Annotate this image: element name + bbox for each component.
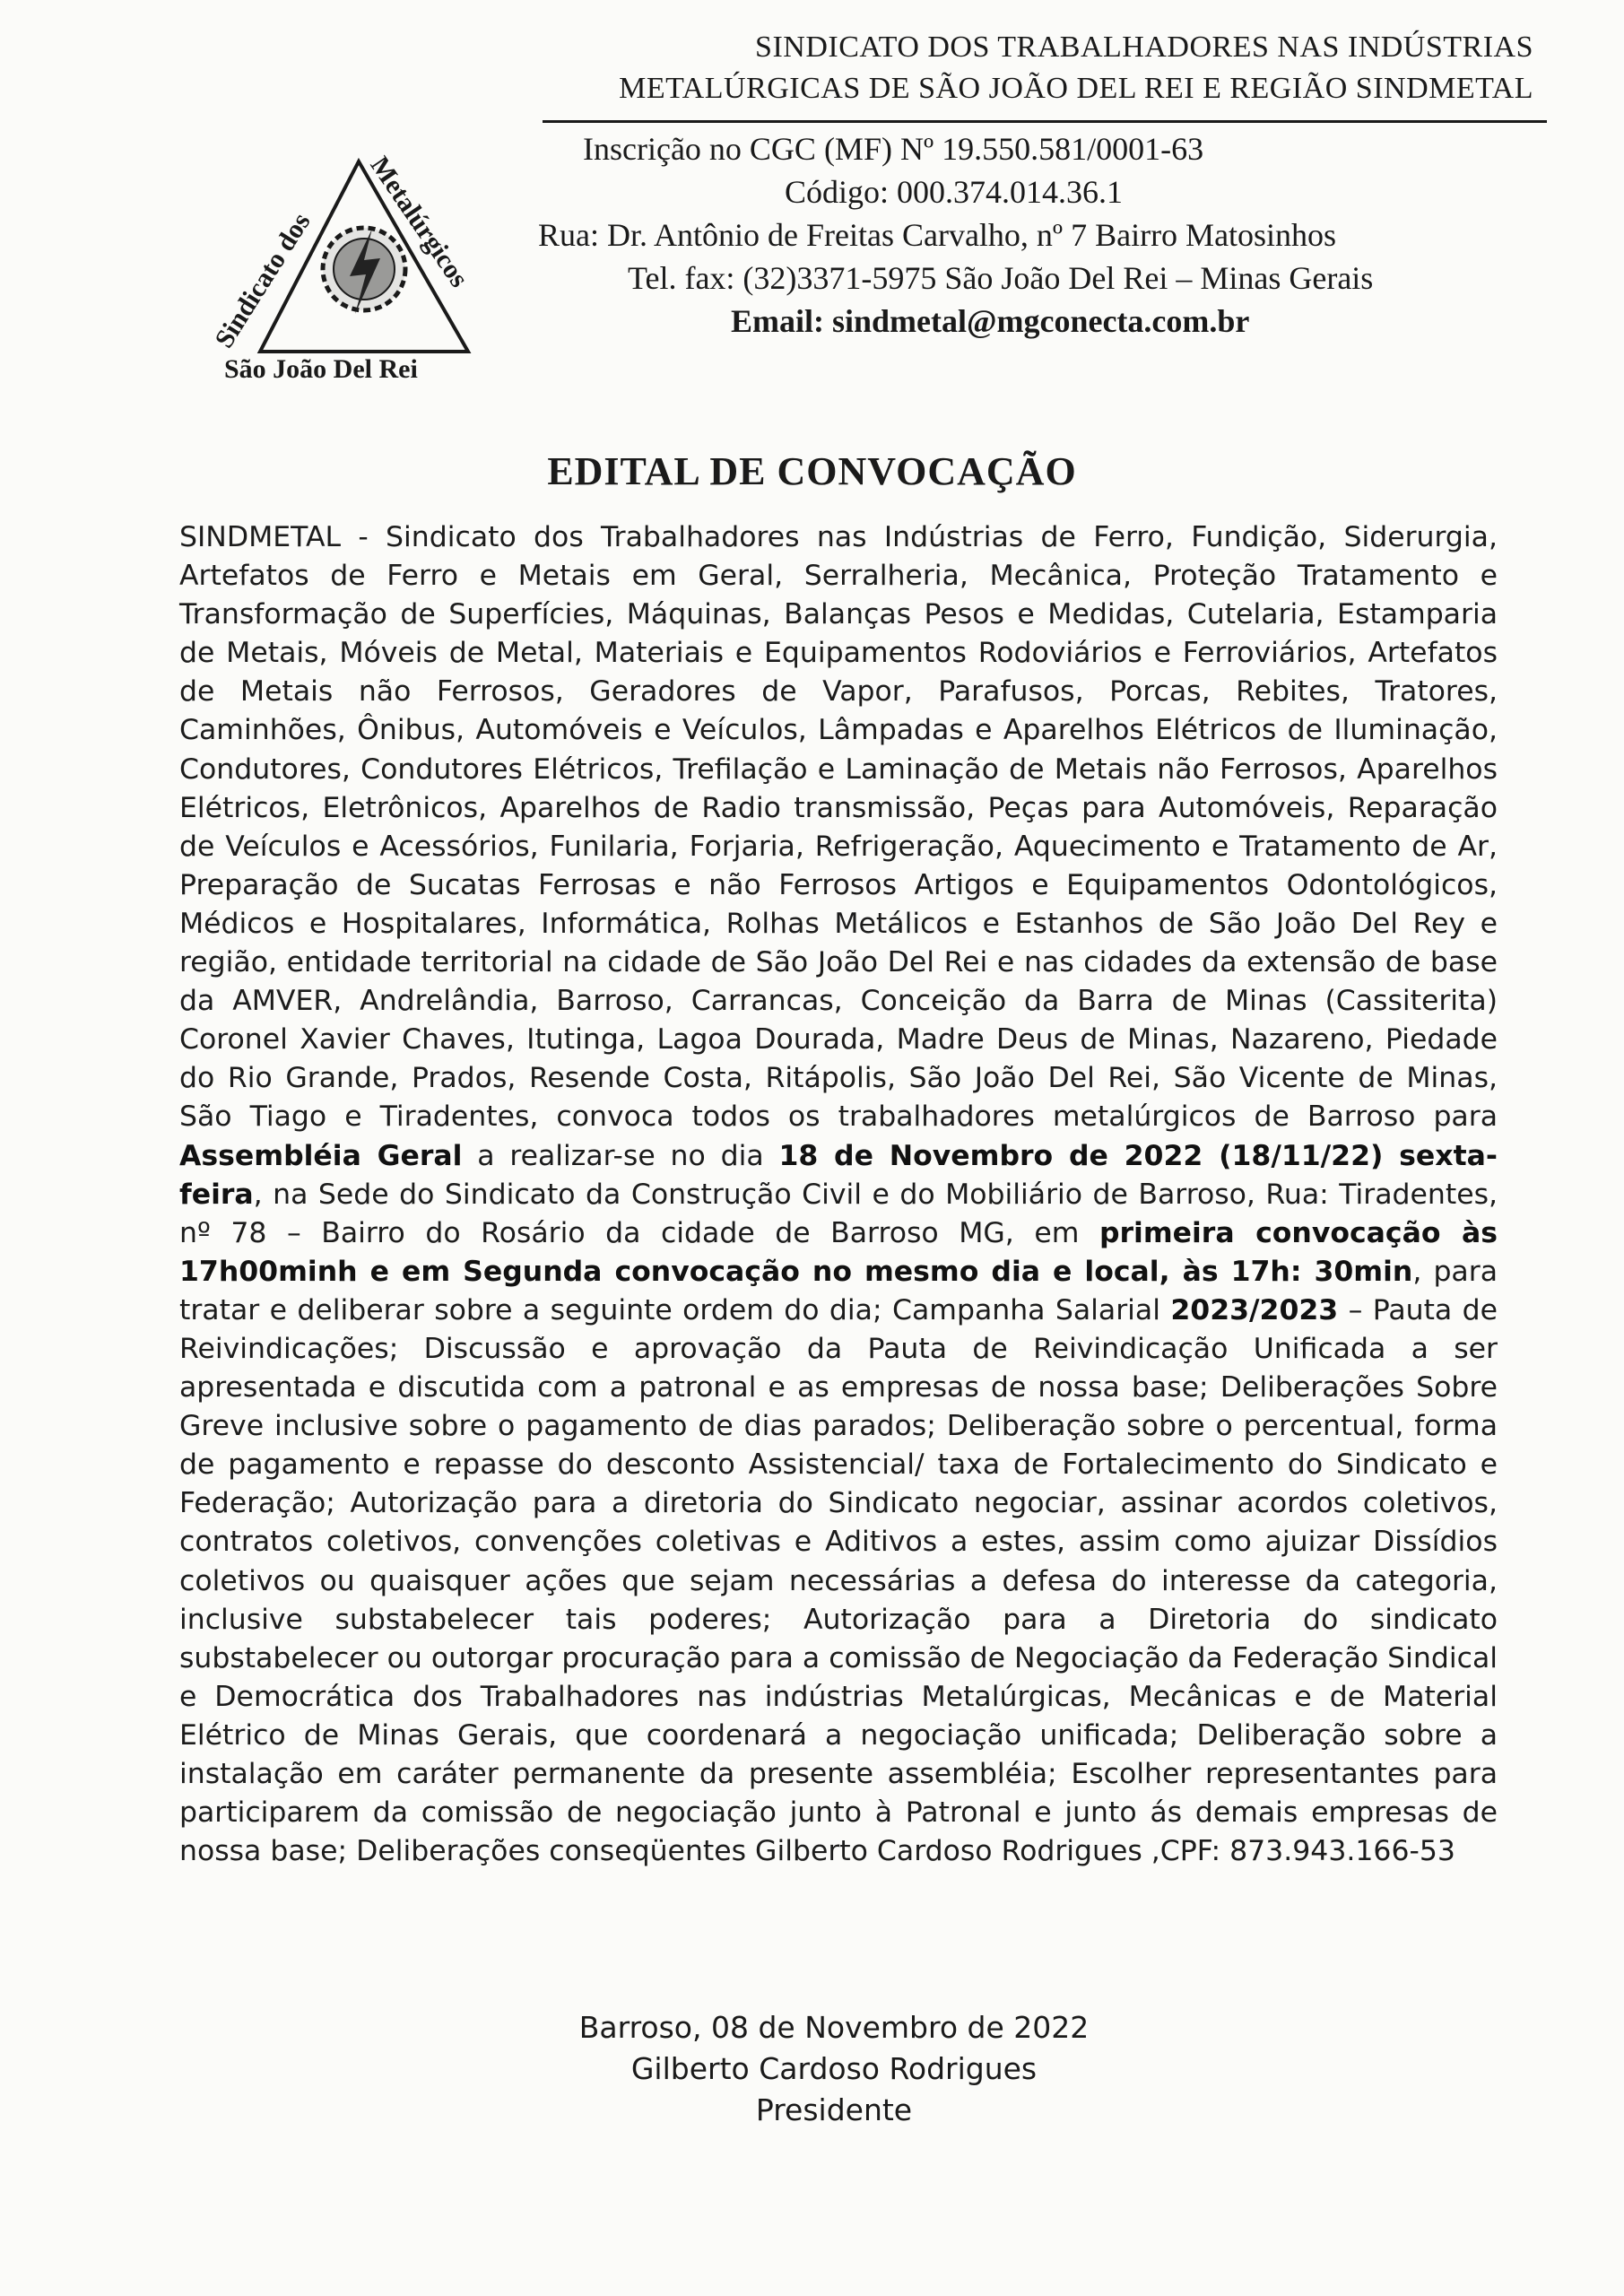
body-text-3: , na Sede do Sindicato da Construção Civil e do Mobiliário de Barroso, Rua: Tiradentes, nº 78 – Bairro do Rosário da cidade de Barroso MG, em [179, 1178, 1498, 1249]
body-bold-3: primeira convocação às 17h00minh e em Segunda convocação no mesmo dia e local, às 17h: 30min [179, 1216, 1498, 1288]
body-bold-4: 2023/2023 [1170, 1293, 1339, 1326]
notice-body [179, 518, 1498, 1871]
contact-block [502, 127, 1515, 343]
logo-right-text: Metalúrgicos [364, 151, 474, 293]
union-code: Código: 000.374.014.36.1 [785, 174, 1124, 210]
signature-block [0, 2007, 1624, 2131]
body-text-2: a realizar-se no dia [462, 1139, 779, 1172]
logo-city: São João Del Rei [224, 354, 418, 384]
body-text-4: , para tratar e deliberar sobre a seguinte ordem do dia; Campanha Salarial [179, 1255, 1498, 1326]
body-text-5: – Pauta de Reivindicações; Discussão e aprovação da Pauta de Reivindicação Unificada a ser apresentada e discutida com a patronal e as empresas de nossa base; Deliberações Sobre Greve inclusive sobre o pagamento de dias parados; Deliberação sobre o percentual, forma de pagamento e repasse do desconto Assistencial/ taxa de Fortalecimento do Sindicato e Federação; Autorização para a diretoria do Sindicato negociar, assinar acordos coletivos, contratos coletivos, convenções coletivas e Aditivos a estes, assim como ajuizar Dissídios coletivos ou quaisquer ações que sejam necessárias a defesa do interesse da categoria, inclusive substabelecer tais poderes; Autorização para a Diretoria do sindicato substabelecer ou outorgar procuração para a comissão de Negociação da Federação Sindical e Democrática dos Trabalhadores nas indústrias Metalúrgicas, Mecânicas e de Material Elétrico de Minas Gerais, que coordenará a negociação unificada; Deliberação sobre a instalação em caráter permanente da presente assembléia; Escolher representantes para participarem da comissão de negociação junto à Patronal e junto ás demais empresas de nossa base; Deliberações conseqüentes Gilberto Cardoso Rodrigues ,CPF: 873.943.166-53 [179, 1293, 1498, 1868]
body-bold-2: 18 de Novembro de 2022 (18/11/22) sexta-feira [179, 1139, 1498, 1211]
body-bold-1: Assembléia Geral [179, 1139, 463, 1172]
body-text-1: SINDMETAL - Sindicato dos Trabalhadores nas Indústrias de Ferro, Fundição, Siderurgia, Artefatos de Ferro e Metais em Geral, Serralheria, Mecânica, Proteção Tratamento e Transformação de Superfícies, Máquinas, Balanças Pesos e Medidas, Cutelaria, Estamparia de Metais, Móveis de Metal, Materiais e Equipamentos Rodoviários e Ferroviários, Artefatos de Metais não Ferrosos, Geradores de Vapor, Parafusos, Porcas, Rebites, Tratores, Caminhões, Ônibus, Automóveis e Veículos, Lâmpadas e Aparelhos Elétricos de Iluminação, Condutores, Condutores Elétricos, Trefilação e Laminação de Metais não Ferrosos, Aparelhos Elétricos, Eletrônicos, Aparelhos de Radio transmissão, Peças para Automóveis, Reparação de Veículos e Acessórios, Funilaria, Forjaria, Refrigeração, Aquecimento e Tratamento de Ar, Preparação de Sucatas Ferrosas e não Ferrosos Artigos e Equipamentos Odontológicos, Médicos e Hospitalares, Informática, Rolhas Metálicos e Estanhos de São João Del Rey e região, entidade territorial na cidade de São João Del Rei e nas cidades da extensão de base da AMVER, Andrelândia, Barroso, Carrancas, Conceição da Barra de Minas (Cassiterita) Coronel Xavier Chaves, Itutinga, Lagoa Dourada, Madre Deus de Minas, Nazareno, Piedade do Rio Grande, Prados, Resende Costa, Ritápolis, São João Del Rei, São Vicente de Minas, São Tiago e Tiradentes, convoca todos os trabalhadores metalúrgicos de Barroso para [179, 521, 1498, 1134]
signer-name: Gilberto Cardoso Rodrigues [630, 2051, 1038, 2086]
header-divider [543, 120, 1547, 123]
union-phone: Tel. fax: (32)3371-5975 São João Del Rei – Minas Gerais [628, 260, 1374, 296]
union-address: Rua: Dr. Antônio de Freitas Carvalho, nº 7 Bairro Matosinhos [538, 217, 1337, 253]
union-email: Email: sindmetal@mgconecta.com.br [731, 303, 1250, 339]
page-title: EDITAL DE CONVOCAÇÃO [547, 449, 1077, 493]
logo-left-text: Sindicato dos [209, 207, 317, 353]
signer-role: Presidente [755, 2092, 913, 2127]
union-name-line1: SINDICATO DOS TRABALHADORES NAS INDÚSTRIAS [755, 30, 1533, 64]
union-header [502, 27, 1533, 109]
registration-number: Inscrição no CGC (MF) Nº 19.550.581/0001-63 [583, 131, 1204, 167]
place-date: Barroso, 08 de Novembro de 2022 [578, 2010, 1090, 2045]
svg-text:Sindicato dos [209, 208, 316, 353]
union-name-line2: METALÚRGICAS DE SÃO JOÃO DEL REI E REGIÃO SINDMETAL [619, 72, 1533, 105]
